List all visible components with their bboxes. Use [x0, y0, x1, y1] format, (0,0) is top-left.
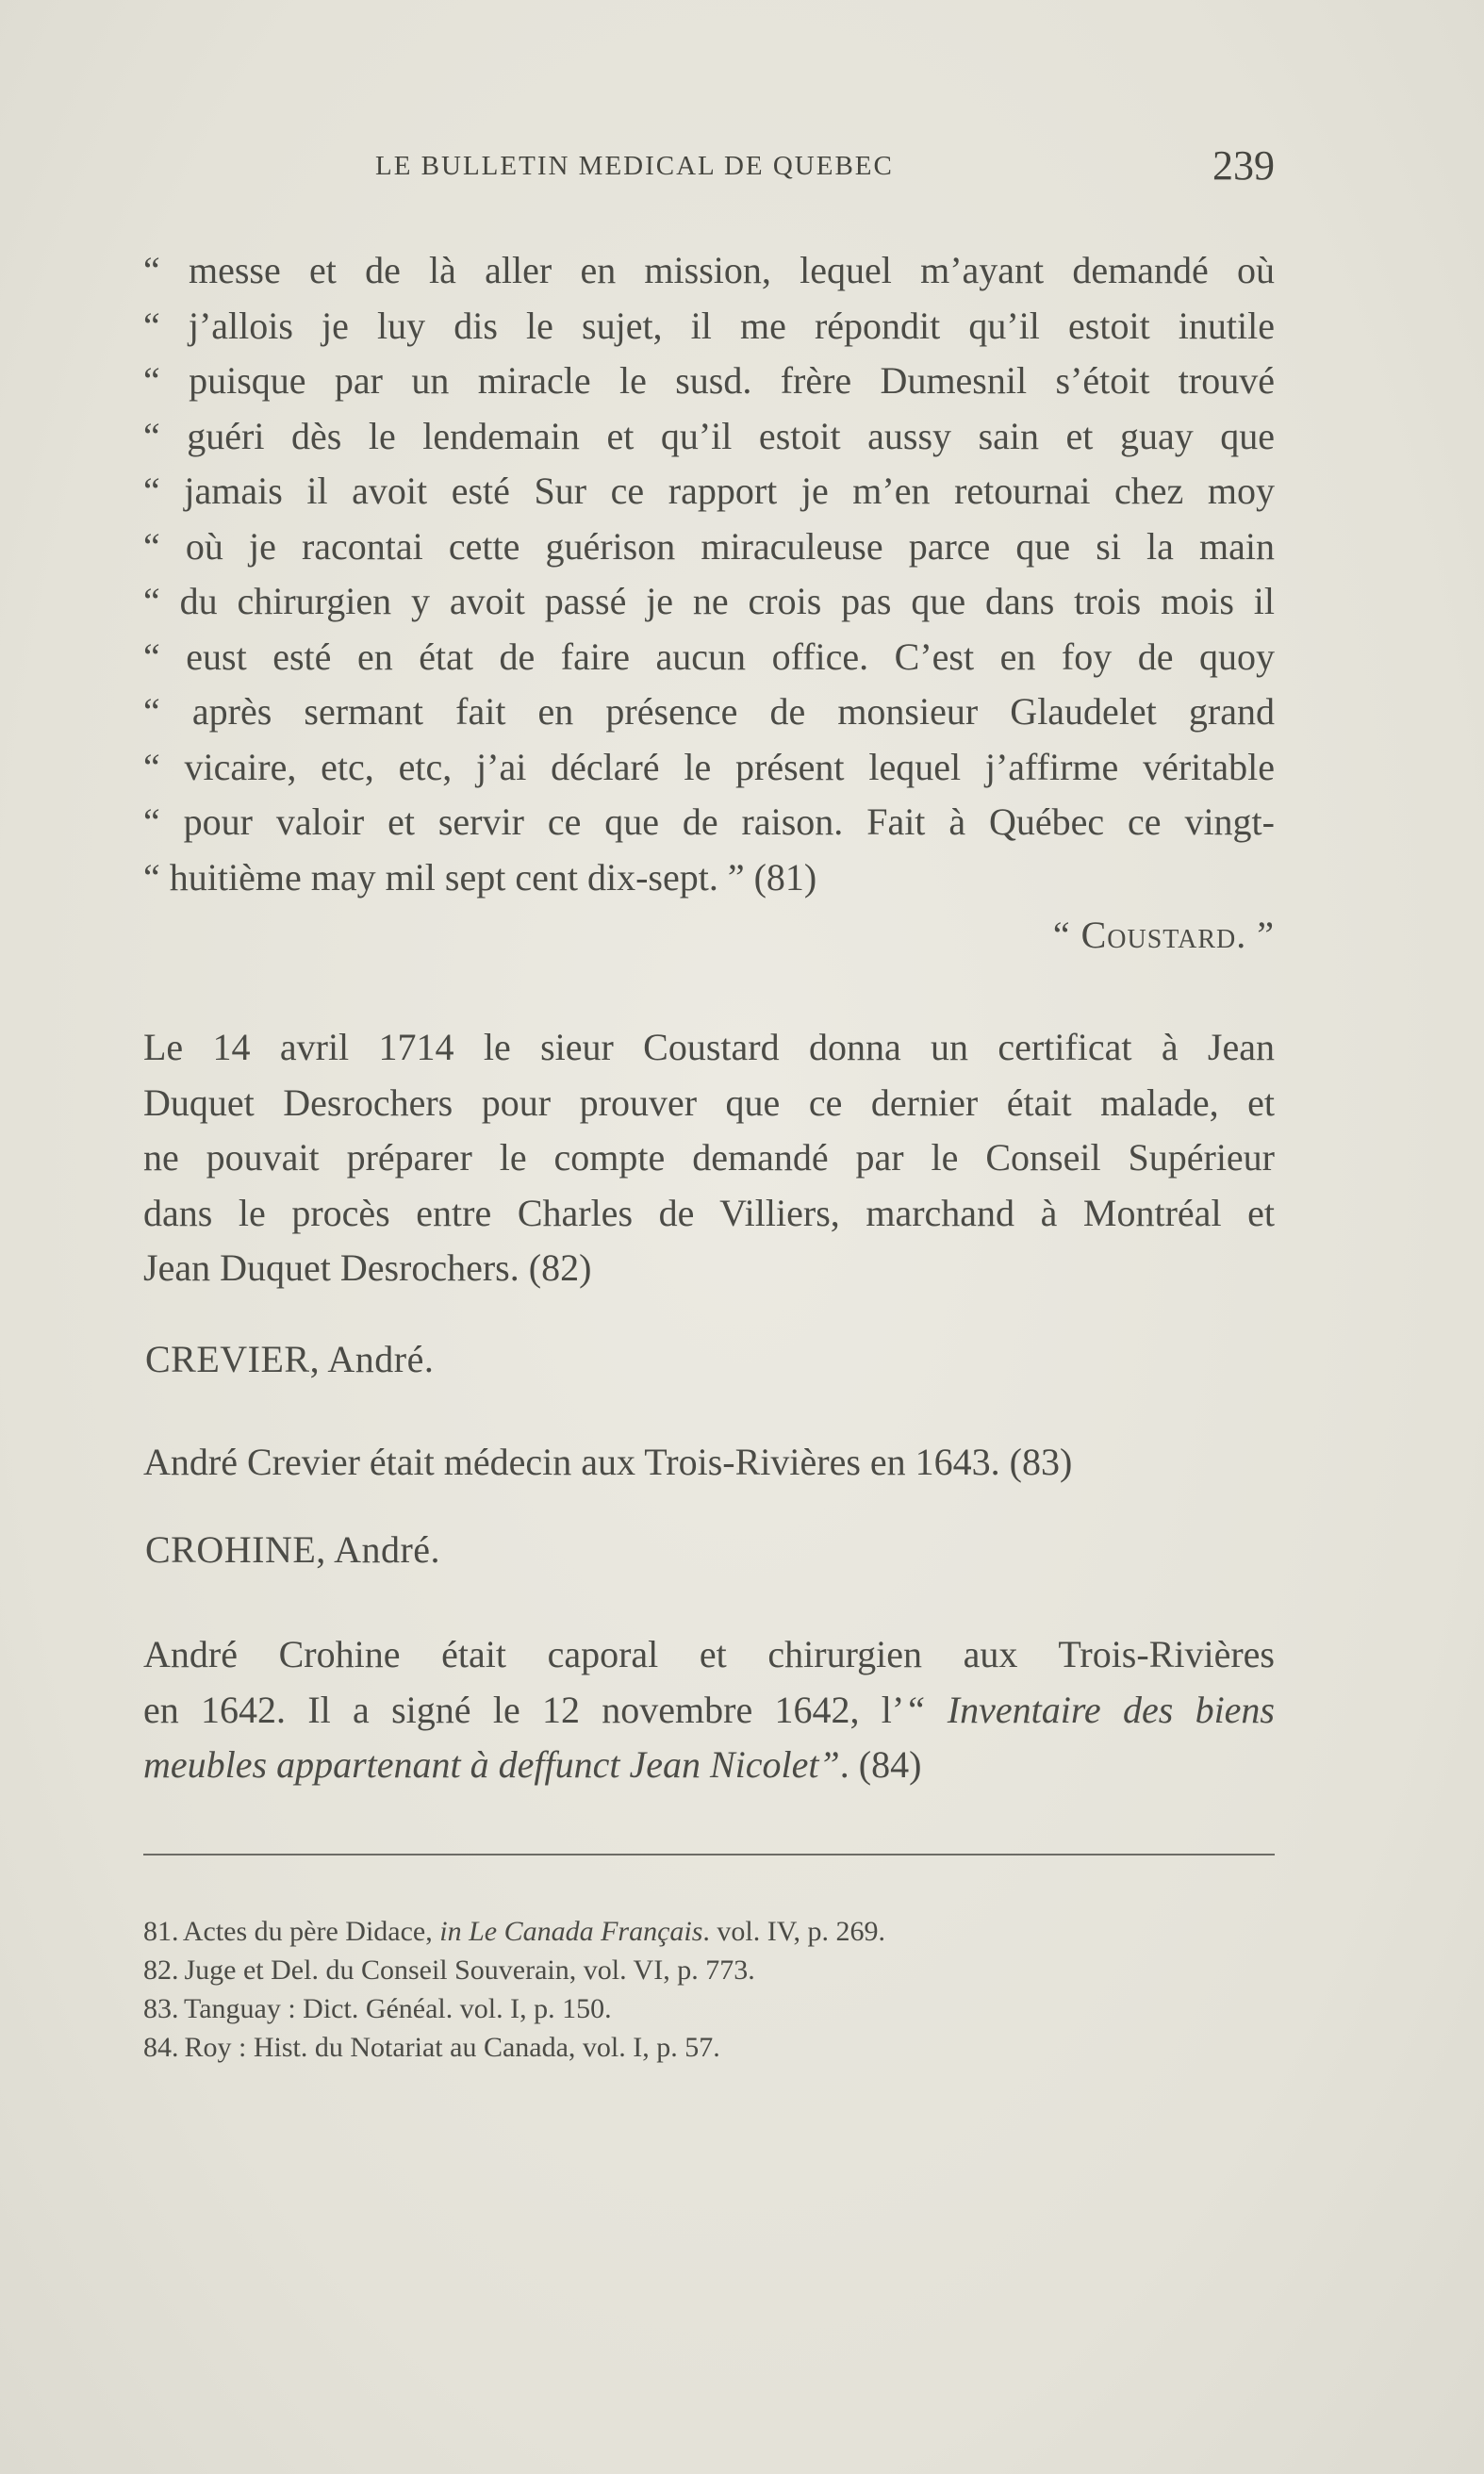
- italic-title: “ Inventaire des biens: [904, 1688, 1275, 1731]
- paragraph-crevier: [143, 1435, 1275, 1491]
- quote-line: “ vicaire, etc, etc, j’ai déclaré le présent lequel j’affirme véritable: [143, 745, 1275, 788]
- footnote-number: 83.: [143, 1993, 179, 2024]
- paragraph-line: ne pouvait préparer le compte demandé par le Conseil Supérieur: [143, 1136, 1275, 1179]
- paragraph-line: [143, 1683, 1275, 1739]
- quote-line: “ eust esté en état de faire aucun office. C’est en foy de quoy: [143, 635, 1275, 678]
- quote-line: “ huitième may mil sept cent dix-sept. ” (81): [143, 855, 817, 899]
- paragraph-coustard: [143, 1020, 1275, 1296]
- footnote: [143, 2028, 1180, 2067]
- paragraph-line: dans le procès entre Charles de Villiers, marchand à Montréal et: [143, 1191, 1275, 1234]
- paragraph-line: André Crohine était caporal et chirurgien aux Trois-Rivières: [143, 1633, 1275, 1675]
- footnote: [143, 1951, 1180, 1989]
- page-number: 239: [1212, 142, 1275, 189]
- running-header: [143, 141, 1275, 198]
- footnote-separator: [143, 1854, 1275, 1856]
- paragraph-line: Duquet Desrochers pour prouver que ce dernier était malade, et: [143, 1080, 1275, 1124]
- footnote-number: 82.: [143, 1954, 179, 1986]
- signature-coustard: “ Coustard. ”: [1052, 914, 1275, 956]
- footnote-text: Actes du père Didace,: [182, 1916, 440, 1947]
- text-run: . (84): [839, 1743, 922, 1786]
- footnote-text: Tanguay : Dict. Généal. vol. I, p. 150.: [183, 1993, 612, 2024]
- quote-line: “ où je racontai cette guérison miraculeuse parce que si la main: [143, 524, 1275, 568]
- footnote: [143, 1989, 1180, 2028]
- running-title: LE BULLETIN MEDICAL DE QUEBEC: [375, 151, 894, 181]
- footnote-italic: in Le Canada Français: [439, 1916, 703, 1947]
- quote-line: “ jamais il avoit esté Sur ce rapport je m’en retournai chez moy: [143, 470, 1275, 512]
- footnote: [143, 1912, 1180, 1951]
- quote-line: “ après sermant fait en présence de monsieur Glaudelet grand: [143, 690, 1275, 733]
- entry-heading-crohine: CROHINE, André.: [145, 1528, 441, 1571]
- paragraph-line: Jean Duquet Desrochers. (82): [143, 1246, 592, 1289]
- quote-line: “ puisque par un miracle le susd. frère Dumesnil s’étoit trouvé: [143, 359, 1275, 402]
- footnote-text: Juge et Del. du Conseil Souverain, vol. VI, p. 773.: [184, 1954, 755, 1986]
- quote-line: “ du chirurgien y avoit passé je ne crois pas que dans trois mois il: [143, 580, 1275, 622]
- footnotes: [143, 1912, 1180, 2067]
- quoted-testimony: [143, 243, 1275, 905]
- footnote-text-end: . vol. IV, p. 269.: [702, 1916, 886, 1947]
- quote-line: “ guéri dès le lendemain et qu’il estoit aussy sain et guay que: [143, 414, 1275, 457]
- entry-heading-crevier: CREVIER, André.: [145, 1338, 435, 1380]
- paragraph-line: André Crevier était médecin aux Trois-Rivières en 1643. (83): [143, 1441, 1073, 1483]
- paragraph-crohine: [143, 1627, 1275, 1793]
- italic-title: meubles appartenant à deffunct Jean Nicolet”: [143, 1743, 840, 1786]
- footnote-number: 81.: [143, 1916, 179, 1947]
- quote-line: “ pour valoir et servir ce que de raison. Fait à Québec ce vingt-: [143, 800, 1275, 843]
- text-run: en 1642. Il a signé le 12 novembre 1642, l’: [143, 1688, 905, 1731]
- footnote-text: Roy : Hist. du Notariat au Canada, vol. I, p. 57.: [184, 2032, 720, 2063]
- paragraph-line: [143, 1738, 1275, 1793]
- quote-line: “ messe et de là aller en mission, lequel m’ayant demandé où: [143, 249, 1275, 291]
- footnote-number: 84.: [143, 2032, 179, 2063]
- quote-line: “ j’allois je luy dis le sujet, il me répondit qu’il estoit inutile: [143, 304, 1275, 347]
- paragraph-line: Le 14 avril 1714 le sieur Coustard donna un certificat à Jean: [143, 1026, 1275, 1068]
